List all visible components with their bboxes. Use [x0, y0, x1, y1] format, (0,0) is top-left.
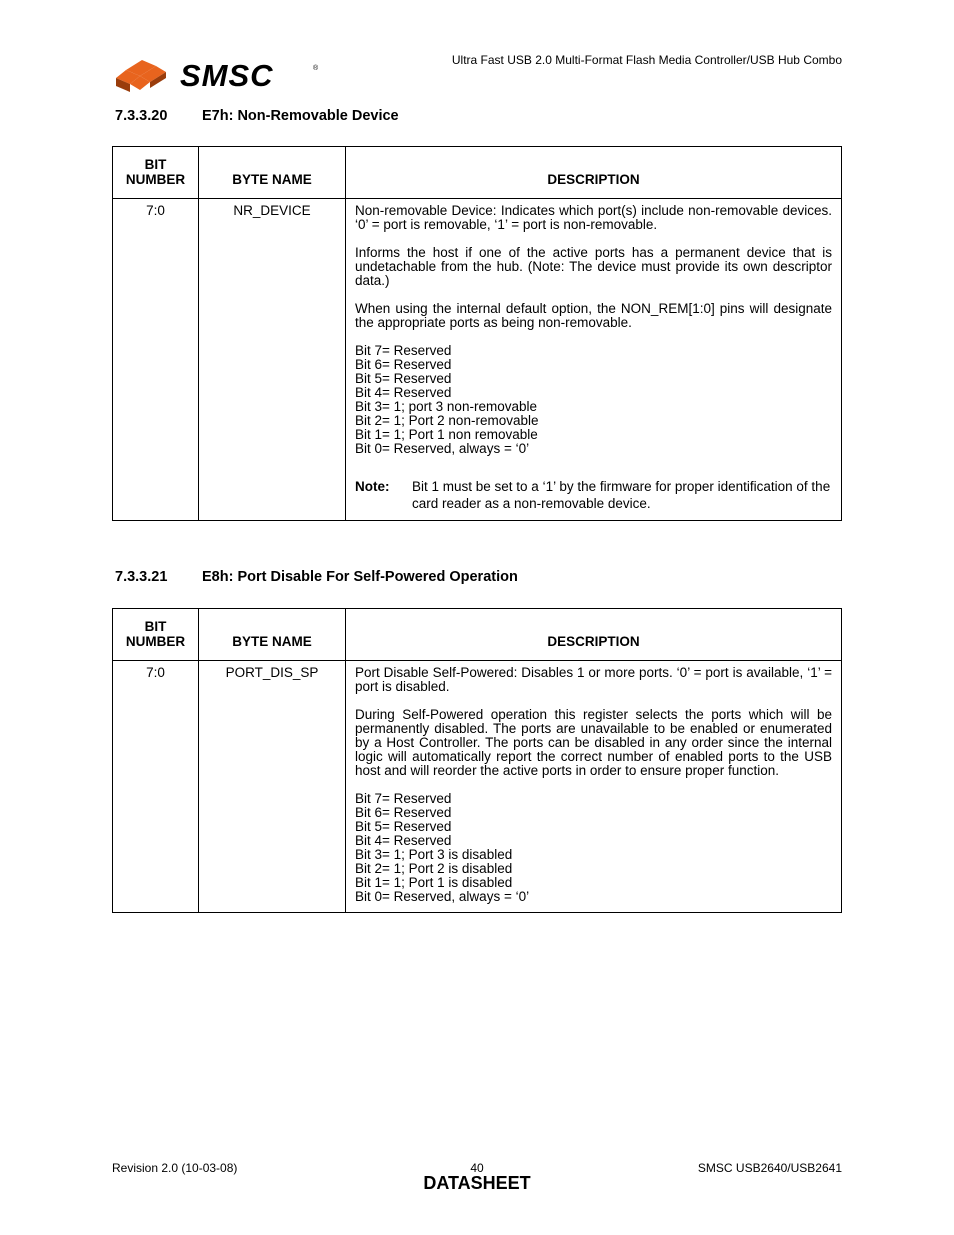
bit-definition: Bit 2= 1; Port 2 non-removable [355, 413, 539, 428]
description-paragraph: Non-removable Device: Indicates which port(s) include non-removable devices. ‘0’ = port is removable, ‘1’ = port is non-removable. [355, 203, 832, 232]
registered-mark: ® [313, 65, 319, 72]
bit-definition: Bit 4= Reserved [355, 833, 452, 848]
bit-definition: Bit 0= Reserved, always = ‘0’ [355, 441, 530, 456]
bit-definition: Bit 4= Reserved [355, 385, 452, 400]
section-number: 7.3.3.20 [115, 108, 168, 124]
smsc-logo [112, 56, 324, 94]
register-table-e7h [112, 146, 842, 521]
smsc-logo-mark [116, 60, 166, 92]
bit-definition: Bit 3= 1; port 3 non-removable [355, 399, 537, 414]
footer-datasheet-label: DATASHEET [423, 1173, 531, 1193]
bit-number-cell: 7:0 [113, 661, 199, 913]
table-row [113, 661, 842, 913]
description-paragraph: Port Disable Self-Powered: Disables 1 or more ports. ‘0’ = port is available, ‘1’ = port is disabled. [355, 665, 832, 694]
bit-definition: Bit 7= Reserved [355, 343, 452, 358]
bit-definition: Bit 0= Reserved, always = ‘0’ [355, 889, 530, 904]
table-header-row [113, 609, 842, 661]
section-title: E7h: Non-Removable Device [202, 108, 399, 124]
bit-definition: Bit 5= Reserved [355, 371, 452, 386]
note-text: Bit 1 must be set to a ‘1’ by the firmware for proper identification of the card reader as a non-removable device. [412, 479, 831, 511]
footer-product: SMSC USB2640/USB2641 [697, 1161, 842, 1175]
register-table-e8h [112, 608, 842, 913]
bit-definitions [355, 344, 832, 456]
bit-definition: Bit 7= Reserved [355, 791, 452, 806]
section-heading [115, 569, 518, 585]
col-header-bit-number: BIT NUMBER [113, 609, 199, 661]
logo-wordmark: SMSC [180, 58, 274, 93]
byte-name-cell: NR_DEVICE [199, 199, 346, 521]
section-title: E8h: Port Disable For Self-Powered Operation [202, 569, 518, 585]
note-block [355, 478, 832, 512]
footer-page-number: 40 [470, 1161, 484, 1175]
bit-definition: Bit 1= 1; Port 1 non removable [355, 427, 538, 442]
bit-definition: Bit 3= 1; Port 3 is disabled [355, 847, 513, 862]
col-header-byte-name: BYTE NAME [199, 609, 346, 661]
bit-definition: Bit 5= Reserved [355, 819, 452, 834]
description-cell [346, 661, 842, 913]
description-paragraph: During Self-Powered operation this register selects the ports which will be permanently disabled. The ports are unavailable to be enabled or enumerated by a Host Controller. The ports can be disabled in any order since the internal logic will automatically report the correct number of enabled ports to the USB host and will reorder the active ports in order to ensure proper function. [355, 707, 832, 778]
col-header-bit-number: BIT NUMBER [113, 147, 199, 199]
bit-definition: Bit 2= 1; Port 2 is disabled [355, 861, 513, 876]
byte-name-cell: PORT_DIS_SP [199, 661, 346, 913]
section-heading [115, 108, 399, 124]
bit-number-cell: 7:0 [113, 199, 199, 521]
col-header-description: DESCRIPTION [346, 147, 842, 199]
bit-definition: Bit 6= Reserved [355, 357, 452, 372]
description-paragraph: When using the internal default option, the NON_REM[1:0] pins will designate the appropriate ports as being non-removable. [355, 301, 832, 330]
bit-definition: Bit 6= Reserved [355, 805, 452, 820]
section-number: 7.3.3.21 [115, 569, 168, 585]
bit-definition: Bit 1= 1; Port 1 is disabled [355, 875, 513, 890]
bit-definitions [355, 792, 832, 904]
note-label: Note: [355, 479, 390, 494]
table-header-row [113, 147, 842, 199]
description-cell [346, 199, 842, 521]
footer-revision: Revision 2.0 (10-03-08) [112, 1161, 238, 1175]
table-row [113, 199, 842, 521]
col-header-description: DESCRIPTION [346, 609, 842, 661]
document-title: Ultra Fast USB 2.0 Multi-Format Flash Media Controller/USB Hub Combo [451, 53, 842, 67]
col-header-byte-name: BYTE NAME [199, 147, 346, 199]
description-paragraph: Informs the host if one of the active ports has a permanent device that is undetachable from the hub. (Note: The device must provide its own descriptor data.) [355, 245, 832, 288]
